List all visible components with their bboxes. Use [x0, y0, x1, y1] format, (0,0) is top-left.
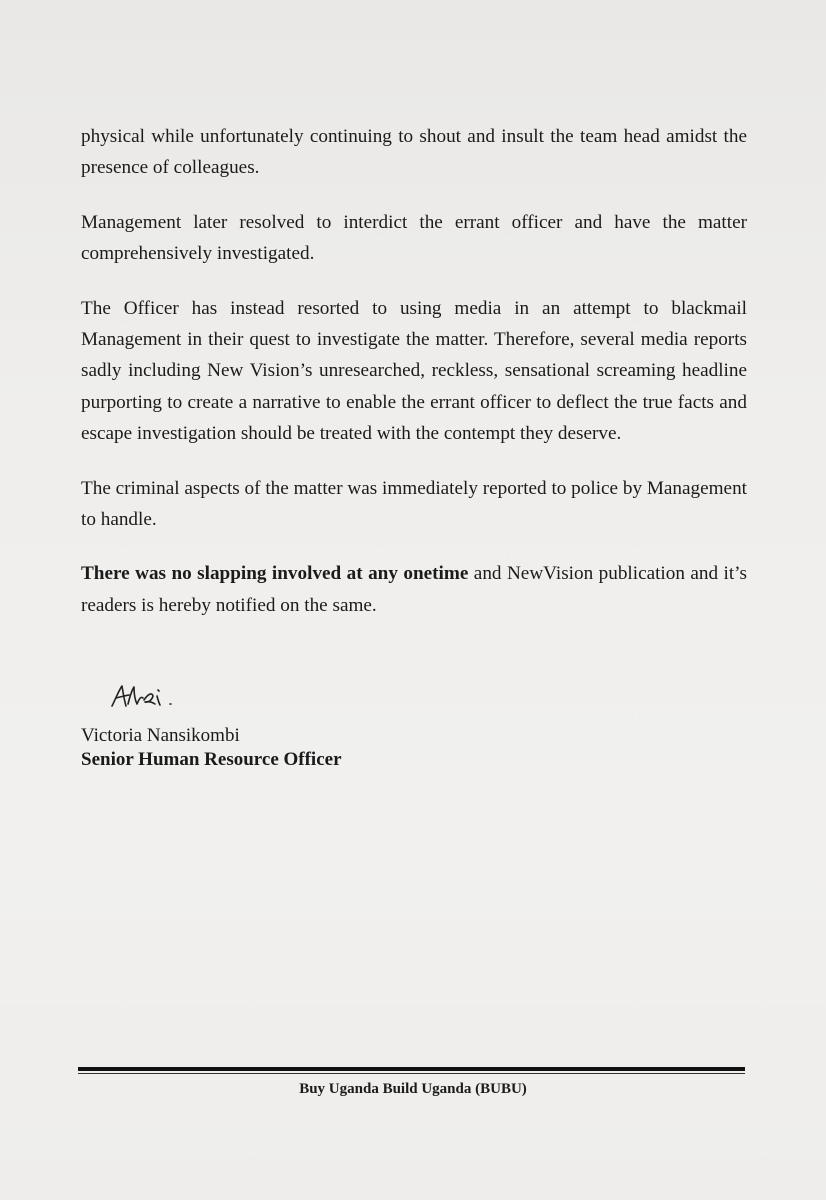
no-slapping-statement: There was no slapping involved at any onetime: [81, 563, 469, 585]
signatory-title: Senior Human Resource Officer: [81, 749, 342, 770]
footer-divider-thin: [78, 1073, 745, 1074]
footer-slogan: Buy Uganda Build Uganda (BUBU): [299, 1081, 527, 1097]
footer-divider: [78, 1067, 745, 1076]
footer-divider-thick: [78, 1067, 745, 1071]
paragraph-3-text: The Officer has instead resorted to using media in an attempt to blackmail Management in their quest to investigate the matter. Therefore, several media reports sadly including New Vision’s unresearched, reckless, sensational screaming headline purporting to create a narrative to enable the errant officer to deflect the true facts and escape investigation should be treated with the contempt they deserve.: [81, 297, 747, 445]
paragraph-5-text: and NewVision publication and it’s readers is hereby notified on the same.: [81, 563, 747, 616]
paragraph-4-text: The criminal aspects of the matter was immediately reported to police by Management to handle.: [81, 477, 747, 531]
signatory-name: Victoria Nansikombi: [81, 725, 240, 746]
letter-body: [81, 121, 747, 644]
paragraph-4: [81, 473, 747, 536]
paragraph-2: [81, 207, 747, 270]
paragraph-1-text: physical while unfortunately continuing to shout and insult the team head amidst the presence of colleagues.: [81, 126, 747, 179]
paragraph-3: [81, 293, 747, 450]
paragraph-5: [81, 558, 747, 621]
handwritten-signature: [108, 680, 188, 714]
paragraph-2-text: Management later resolved to interdict the errant officer and have the matter comprehensively investigated.: [81, 211, 747, 265]
paragraph-1: [81, 121, 747, 184]
